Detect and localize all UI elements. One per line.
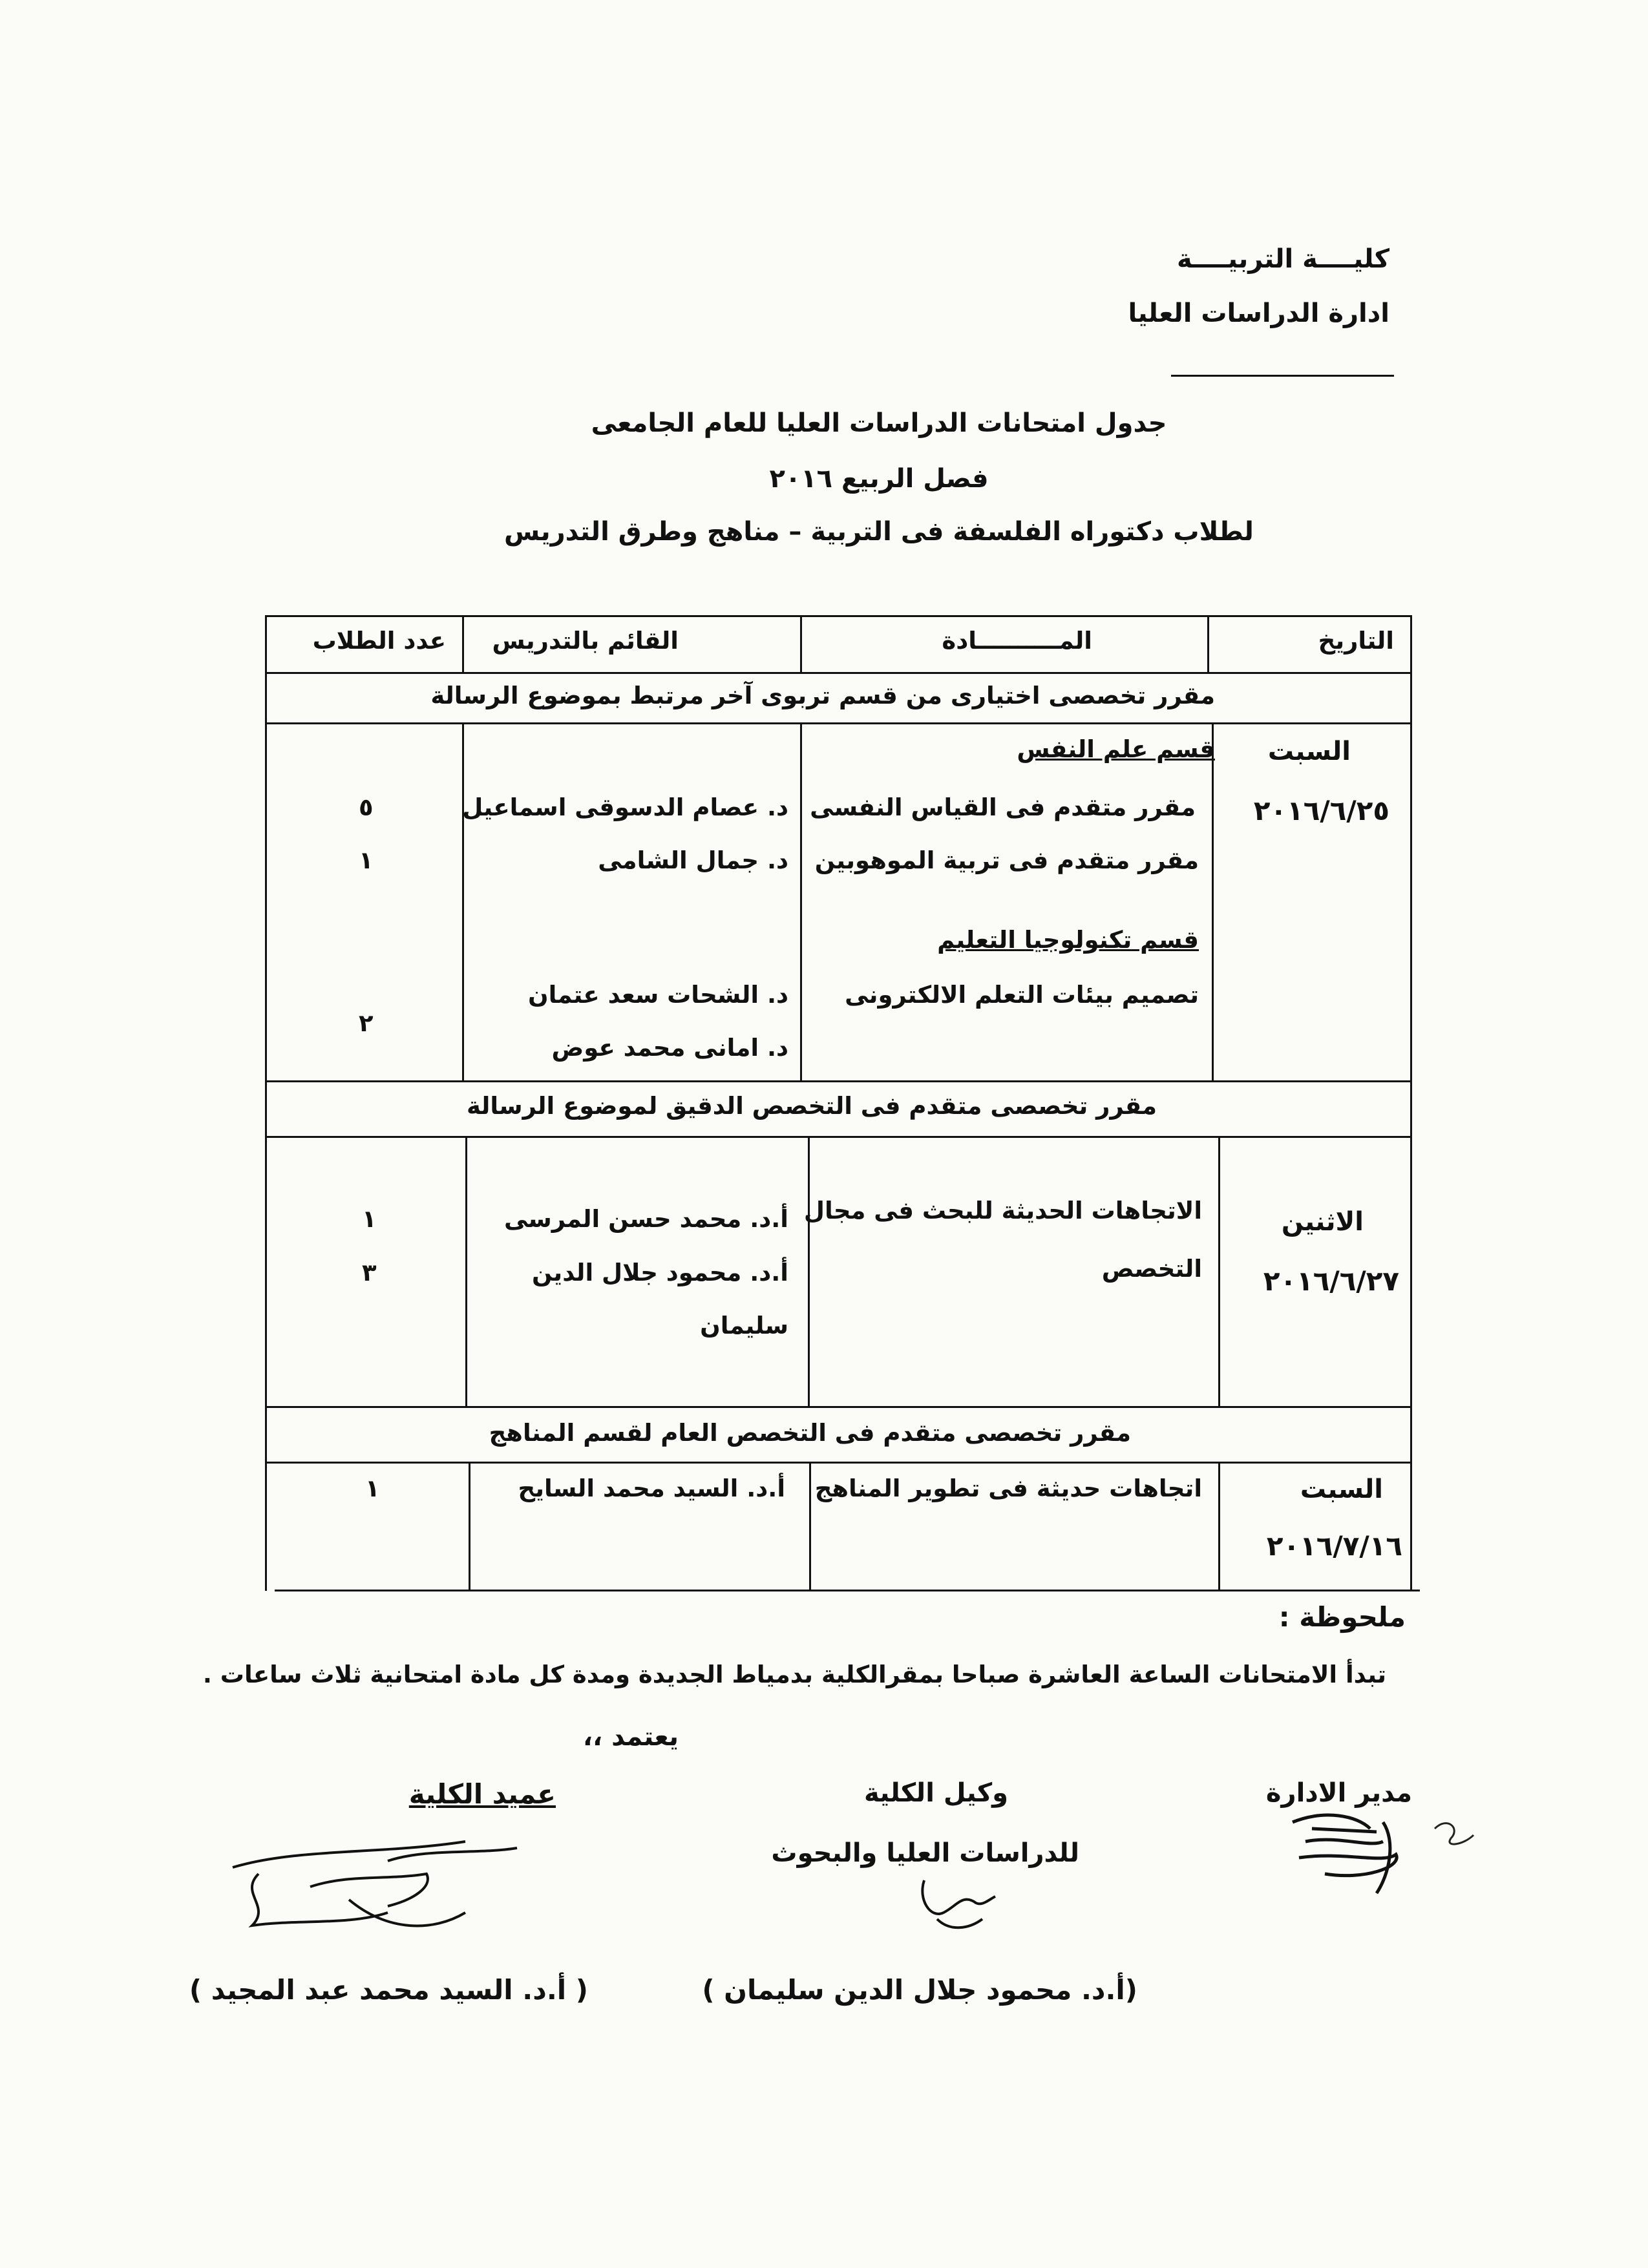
section2-course-line1: الاتجاهات الحديثة للبحث فى مجال [803,1197,1202,1224]
col-line-4 [462,722,464,1082]
section2-title: مقرر تخصصى متقدم فى التخصص الدقيق لموضوع الرسالة [467,1092,1157,1120]
document-title: جدول امتحانات الدراسات العليا للعام الجامعى [591,408,1167,438]
section3-title: مقرر تخصصى متقدم فى التخصص العام لقسم المناهج [489,1419,1131,1447]
header-teacher: القائم بالتدريس [492,627,679,655]
section1-title-divider [265,722,1412,724]
section3-date: ٢٠١٦/٧/١٦ [1266,1530,1402,1562]
vice-dean-subtitle: للدراسات العليا والبحوث [771,1838,1079,1868]
vice-dean-signature [911,1867,1002,1945]
section1-dept-psychology: قسم علم النفس [1017,735,1215,763]
section1-teacher3b: د. امانى محمد عوض [551,1034,788,1062]
note-text: تبدأ الامتحانات الساعة العاشرة صباحا بمقرالكلية بدمياط الجديدة ومدة كل مادة امتحانية ثلاث ساعات . [202,1661,1386,1688]
table-border-left [265,615,267,1591]
note-label: ملحوظة : [1278,1601,1406,1633]
section1-course3: تصميم بيئات التعلم الالكترونى [845,981,1199,1009]
dean-name: ( أ.د. السيد محمد عبد المجيد ) [189,1974,588,2006]
section2-teacher2-line1: أ.د. محمود جلال الدين [532,1259,788,1286]
section2-students2: ٣ [362,1259,377,1286]
col-line-7 [465,1136,467,1407]
dean-title: عميد الكلية [408,1778,556,1810]
header-subject: المــــــــــادة [942,627,1092,655]
section3-title-divider [265,1462,1412,1464]
col-line-2 [800,615,802,673]
vice-dean-name: (أ.د. محمود جلال الدين سليمان ) [702,1974,1137,2006]
manager-signature [1286,1803,1480,1900]
section3-day: السبت [1300,1475,1383,1504]
approved-label: يعتمد ،، [582,1722,679,1752]
col-line-9 [1218,1136,1220,1407]
dean-signature [220,1835,530,1958]
section3-teacher: أ.د. السيد محمد السايح [518,1475,785,1502]
section1-course1: مقرر متقدم فى القياس النفسى [810,793,1196,821]
section1-dept-edtech: قسم تكنولوجيا التعليم [937,926,1199,954]
header-row-divider [265,672,1412,674]
section3-course: اتجاهات حديثة فى تطوير المناهج [814,1475,1202,1502]
table-border-top [265,615,1412,617]
manager-title: مدير الادارة [1265,1778,1412,1808]
section1-students1: ٥ [359,793,374,821]
section1-title: مقرر تخصصى اختيارى من قسم تربوى آخر مرتبط بموضوع الرسالة [430,682,1215,709]
vice-dean-title: وكيل الكلية [864,1778,1008,1808]
header-students: عدد الطلاب [312,627,446,655]
section1-date: ٢٠١٦/٦/٢٥ [1253,795,1389,826]
section1-teacher3a: د. الشحات سعد عتمان [528,981,788,1009]
section2-day: الاثنين [1281,1207,1364,1237]
section1-day: السبت [1267,737,1351,766]
col-line-1 [462,615,464,673]
col-line-3 [1207,615,1209,673]
col-line-6 [1212,722,1214,1082]
faculty-name: كليــــة التربيــــة [1176,244,1389,274]
table-border-bottom [275,1590,1420,1591]
section2-body-divider [265,1406,1412,1408]
section1-course2: مقرر متقدم فى تربية الموهوبين [814,846,1199,874]
program-title: لطلاب دكتوراه الفلسفة فى التربية – مناهج وطرق التدريس [504,517,1254,547]
section1-students2: ١ [359,846,374,874]
section2-students1: ١ [362,1205,377,1233]
col-line-5 [800,722,802,1082]
section2-teacher2-line2: سليمان [700,1312,788,1339]
section2-course-line2: التخصص [1101,1255,1202,1283]
table-border-right [1410,615,1412,1591]
section1-teacher2: د. جمال الشامى [598,846,788,874]
semester-title: فصل الربيع ٢٠١٦ [769,464,989,494]
section1-students3: ٢ [359,1009,374,1037]
section3-students: ١ [365,1475,380,1502]
header-date: التاريخ [1318,627,1394,655]
section2-teacher1: أ.د. محمد حسن المرسى [503,1205,788,1233]
col-line-11 [809,1462,811,1591]
col-line-8 [808,1136,810,1407]
section1-teacher1: د. عصام الدسوقى اسماعيل [462,793,788,821]
col-line-10 [469,1462,470,1591]
section1-body-divider [265,1080,1412,1082]
section2-title-divider [265,1136,1412,1138]
header-divider [1171,375,1394,377]
section2-date: ٢٠١٦/٦/٢٧ [1263,1265,1399,1297]
col-line-12 [1218,1462,1220,1591]
department-name: ادارة الدراسات العليا [1128,299,1389,328]
